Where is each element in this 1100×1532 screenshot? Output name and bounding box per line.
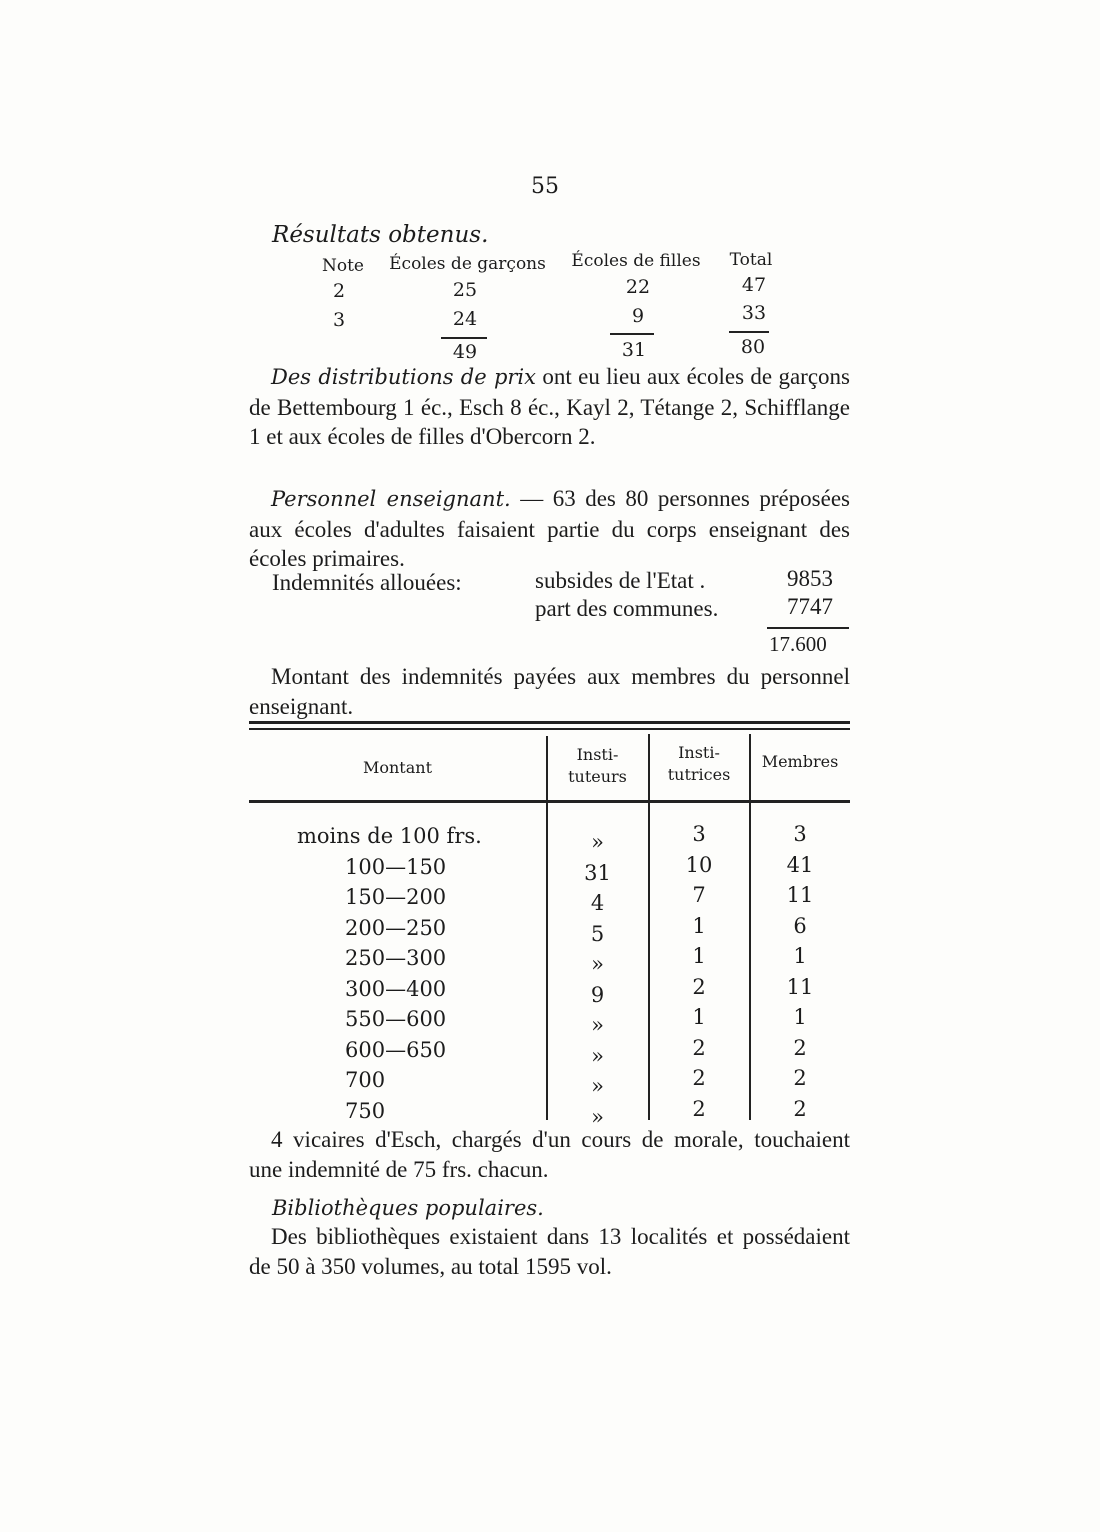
montant-intro-text: Montant des indemnités payées aux membres du personnel enseignant. — [249, 664, 850, 719]
prizes-line1: ont eu lieu aux écoles — [542, 364, 745, 389]
fee-header-institutrices-2: tutrices — [667, 765, 731, 784]
results-sum-rule-girls — [610, 333, 654, 335]
fee-row-institutrices: 1 — [692, 1005, 706, 1029]
fee-table-header-rule — [249, 800, 850, 803]
fee-row-range: 150—200 — [345, 885, 447, 909]
fee-row-instituteurs: » — [591, 830, 604, 854]
fee-row-instituteurs: 4 — [590, 891, 605, 915]
fee-row-range: 250—300 — [345, 946, 447, 970]
fee-row-institutrices: 2 — [692, 1066, 706, 1090]
fee-row-instituteurs: » — [591, 1074, 604, 1098]
results-title: Résultats obtenus. — [272, 222, 489, 248]
fee-row-membres: 2 — [793, 1096, 807, 1121]
results-total-girls: 31 — [621, 339, 647, 361]
results-row-2-total: 33 — [741, 302, 767, 324]
fee-row-membres: 2 — [793, 1066, 807, 1090]
results-total-total: 80 — [740, 336, 766, 358]
fee-row-instituteurs: » — [591, 1104, 604, 1129]
fee-row-instituteurs: » — [591, 1043, 604, 1068]
fee-row-membres: 1 — [793, 1005, 807, 1029]
fee-row-range: 200—250 — [345, 915, 447, 940]
fee-row-range: 300—400 — [345, 976, 447, 1001]
indemnity-total: 17.600 — [769, 632, 827, 656]
indemnities-label: Indemnités allouées: — [272, 570, 462, 595]
prizes-italic: Des distributions de prix — [271, 365, 536, 389]
fee-row-membres: 3 — [793, 822, 807, 846]
page-number: 55 — [531, 174, 559, 199]
fee-row-membres: 2 — [793, 1035, 807, 1060]
indemnity-communes-value: 7747 — [787, 594, 833, 619]
fee-row-membres: 1 — [793, 944, 807, 968]
fee-header-instituteurs-1: Insti- — [576, 745, 619, 764]
fee-row-instituteurs: 9 — [590, 982, 605, 1007]
fee-row-institutrices: 2 — [692, 1035, 706, 1060]
fee-header-montant: Montant — [362, 758, 433, 777]
libraries-paragraph — [249, 1222, 850, 1281]
results-total-boys: 49 — [452, 341, 478, 363]
indemnity-sum-rule — [767, 627, 849, 629]
staff-text: — 63 des 80 personnes préposées aux écoles d'adultes faisaient partie du corps enseignant des écoles primaires. — [249, 486, 851, 571]
results-row-2-note: 3 — [332, 309, 346, 331]
fee-row-range: 700 — [345, 1068, 386, 1092]
results-row-1-note: 2 — [332, 280, 346, 302]
indemnity-state-value: 9853 — [787, 566, 833, 591]
fee-row-membres: 41 — [786, 852, 814, 877]
staff-italic: Personnel enseignant. — [271, 487, 511, 511]
fee-row-membres: 11 — [786, 974, 814, 999]
fee-table-top-rule-thin — [249, 728, 850, 730]
vicaires-text: 4 vicaires d'Esch, chargés d'un cours de morale, touchaient une indemnité de 75 frs. chacun. — [249, 1127, 850, 1182]
fee-row-institutrices: 10 — [685, 852, 713, 877]
fee-row-range: moins de 100 frs. — [297, 824, 482, 848]
indemnity-state-label: subsides de l'Etat . — [535, 568, 706, 593]
staff-paragraph — [249, 484, 850, 574]
results-header-boys: Écoles de garçons — [389, 254, 546, 274]
results-row-2-girls: 9 — [631, 305, 645, 327]
indemnity-communes-label: part des communes. — [535, 596, 719, 621]
results-row-1-girls: 22 — [625, 276, 651, 298]
fee-header-institutrices-1: Insti- — [678, 743, 720, 762]
fee-table-top-rule — [249, 721, 850, 724]
fee-row-instituteurs: » — [591, 952, 604, 976]
fee-row-institutrices: 3 — [692, 822, 706, 846]
fee-row-institutrices: 2 — [692, 1096, 706, 1121]
results-sum-rule-boys — [441, 337, 487, 339]
fee-row-institutrices: 1 — [692, 913, 706, 938]
fee-header-membres: Membres — [761, 752, 839, 771]
libraries-text: Des bibliothèques existaient dans 13 localités et possédaient de 50 à 350 volumes, au total 1595 vol. — [249, 1224, 850, 1279]
fee-row-instituteurs: » — [591, 1013, 604, 1037]
fee-row-range: 750 — [345, 1098, 386, 1123]
results-sum-rule-total — [729, 331, 769, 333]
fee-header-instituteurs-2: tuteurs — [568, 767, 627, 786]
fee-row-institutrices: 1 — [692, 944, 706, 968]
results-header-girls: Écoles de filles — [571, 251, 701, 271]
fee-row-range: 600—650 — [345, 1037, 447, 1062]
fee-row-instituteurs: 31 — [584, 860, 611, 885]
results-row-1-total: 47 — [741, 274, 767, 296]
prizes-paragraph — [249, 362, 850, 452]
fee-row-membres: 11 — [786, 883, 814, 907]
fee-row-institutrices: 7 — [692, 883, 706, 907]
vicaires-paragraph — [249, 1125, 850, 1184]
prizes-rest: de garçons de Bettembourg 1 éc., Esch 8 éc., Kayl 2, Tétange 2, Schifflange 1 et aux écoles de filles d'Obercorn 2. — [249, 364, 850, 449]
fee-row-membres: 6 — [793, 913, 807, 938]
results-row-2-boys: 24 — [452, 308, 478, 330]
fee-row-range: 550—600 — [345, 1007, 447, 1031]
montant-intro — [249, 662, 850, 721]
results-header-note: Note — [321, 256, 364, 276]
libraries-title: Bibliothèques populaires. — [272, 1196, 544, 1220]
fee-row-range: 100—150 — [345, 854, 447, 879]
fee-row-institutrices: 2 — [692, 974, 706, 999]
results-row-1-boys: 25 — [452, 279, 478, 301]
fee-row-instituteurs: 5 — [590, 921, 605, 946]
results-header-total: Total — [729, 250, 773, 270]
